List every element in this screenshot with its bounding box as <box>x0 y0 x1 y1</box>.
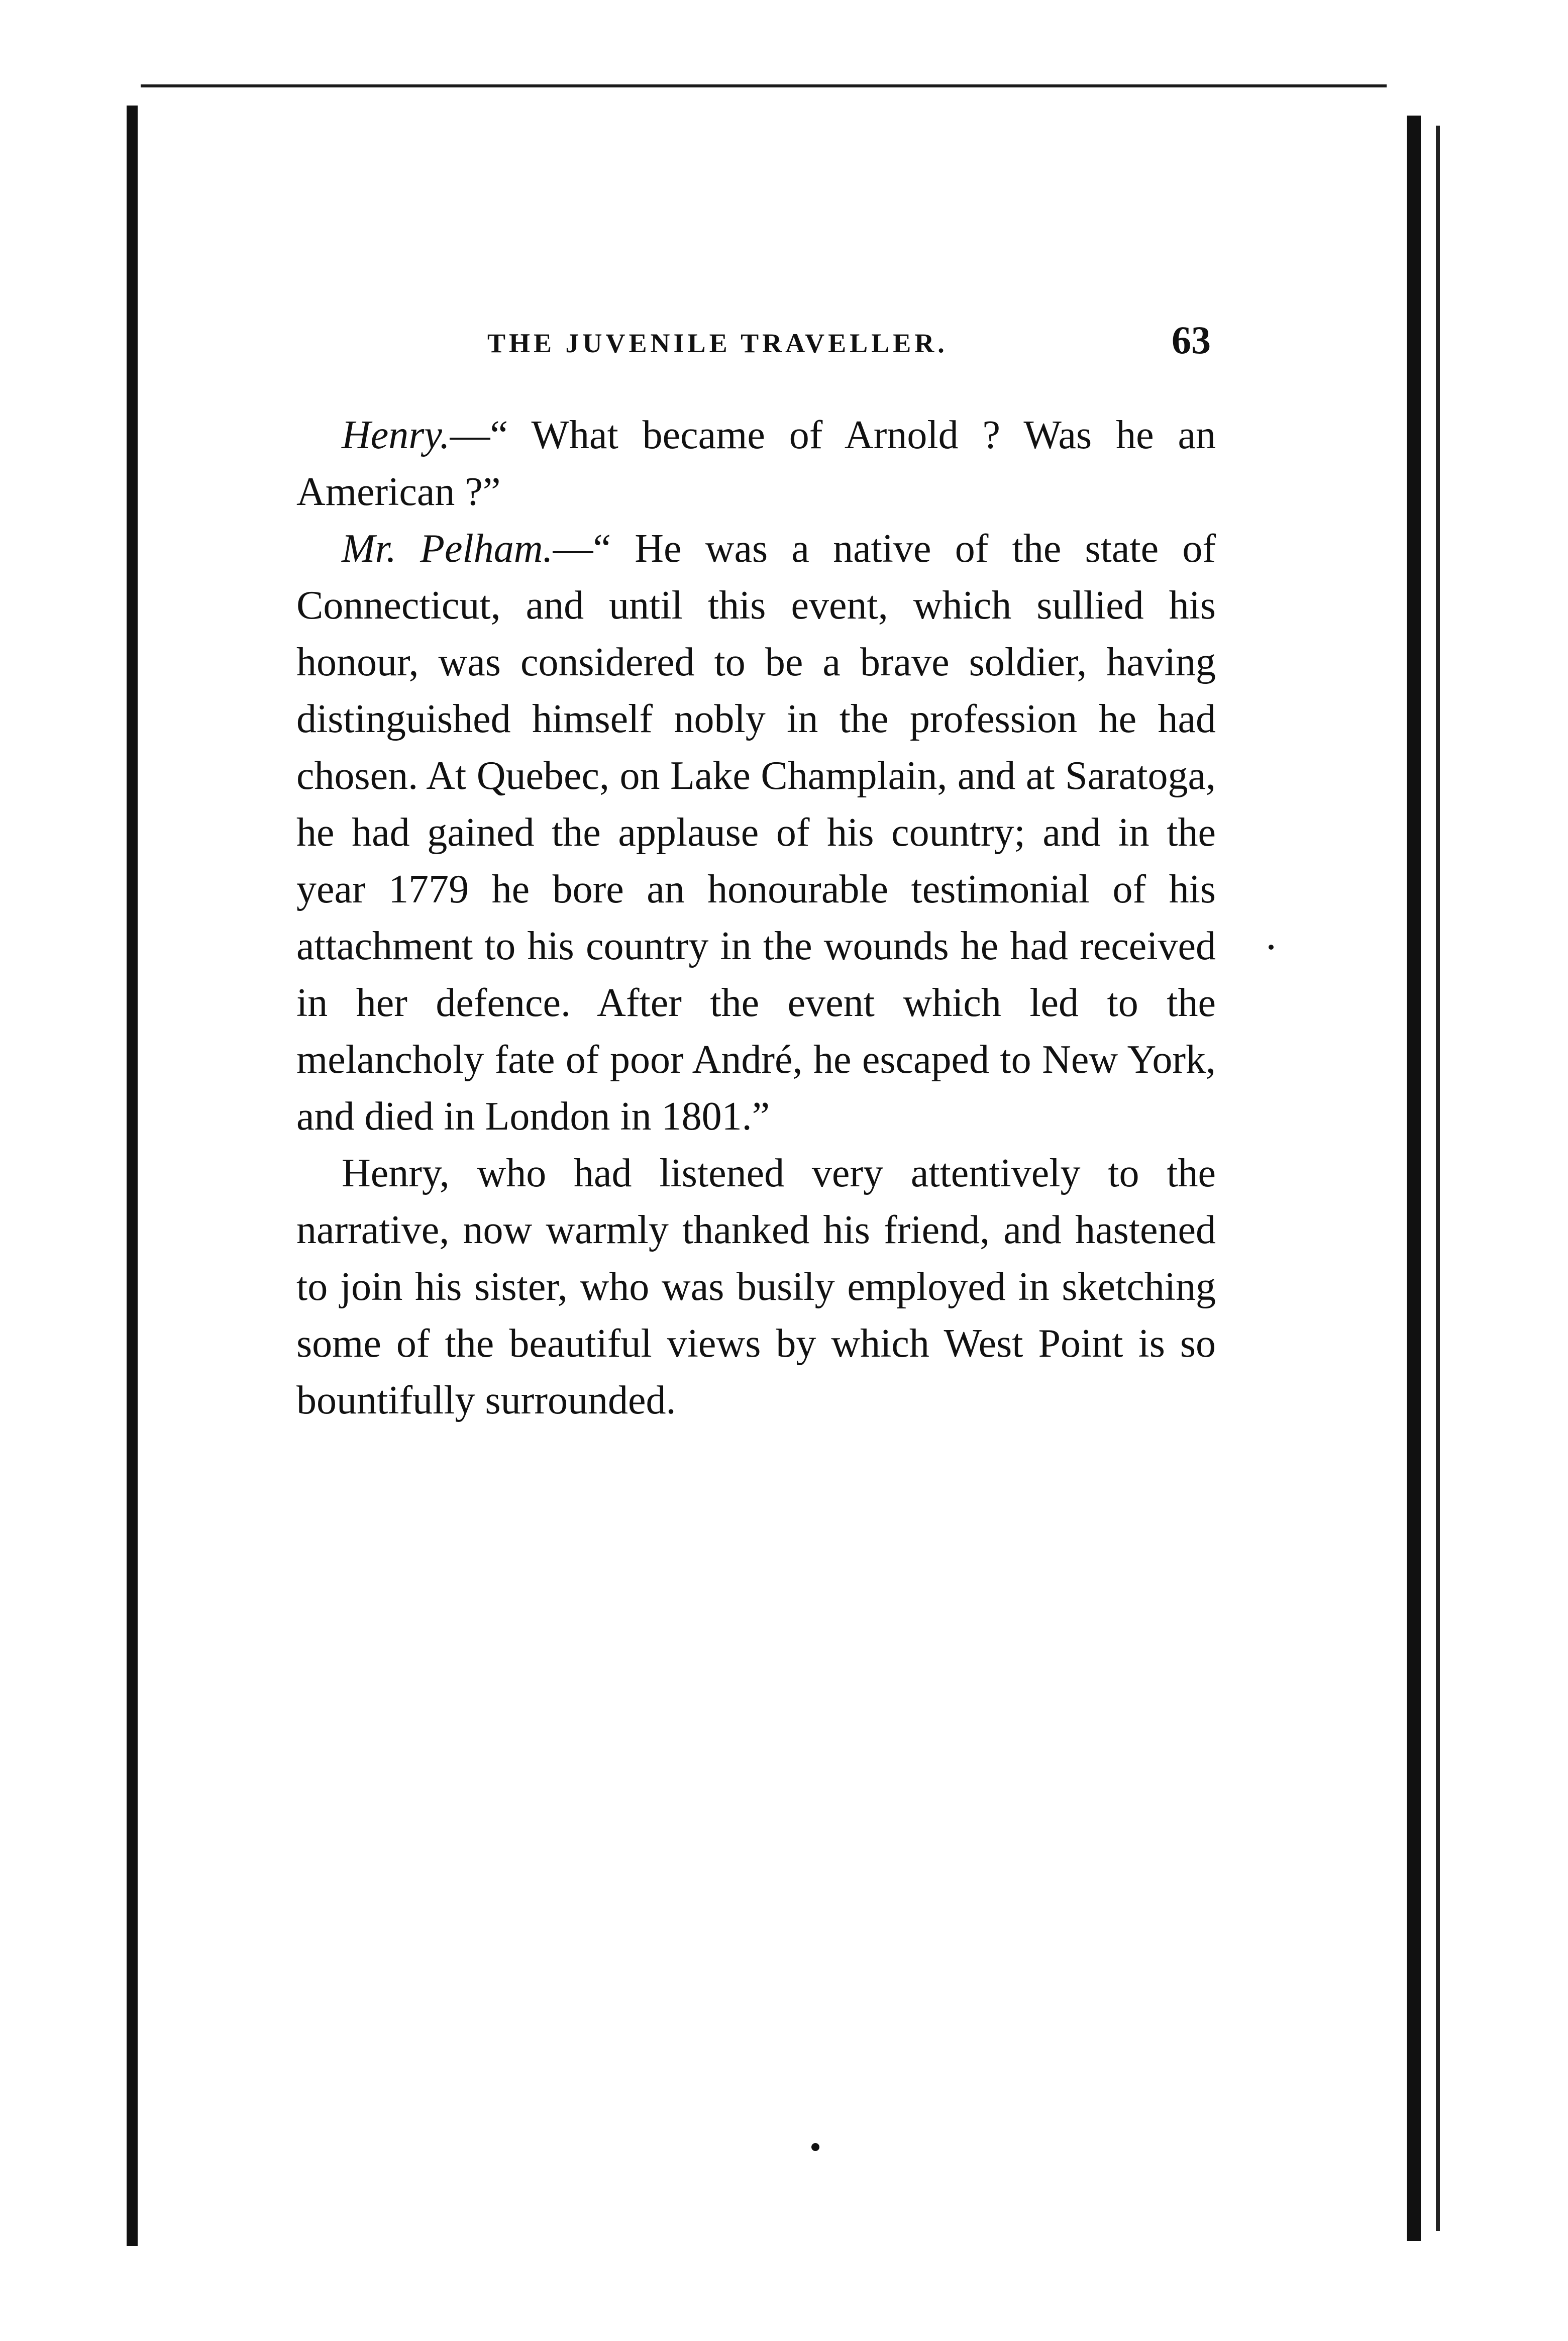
body-text <box>296 407 1216 1429</box>
top-border-rule <box>141 84 1387 87</box>
right-page-edge <box>1407 116 1421 2241</box>
paragraph-henry-question <box>296 407 1216 521</box>
page-number: 63 <box>1172 318 1211 362</box>
page-header <box>296 318 1231 373</box>
paragraph-narrative <box>296 1145 1216 1429</box>
speaker-label: Henry. <box>342 413 450 457</box>
speaker-label: Mr. Pelham. <box>342 527 553 571</box>
paragraph-text: —“ He was a native of the state of Connecticut, and until this event, which sullied his honour, was considered to be a brave soldier, having distinguished himself nobly in the profession he had chosen. At Quebec, on Lake Champlain, and at Saratoga, he had gained the applause of his country; and in the year 1779 he bore an honourable testimonial of his attachment to his country in the wounds he had received in her defence. After the event which led to the melancholy fate of poor André, he escaped to New York, and died in London in 1801.” <box>296 527 1216 1139</box>
ink-speck <box>811 2143 819 2151</box>
right-page-edge-thin <box>1436 126 1440 2231</box>
running-head: THE JUVENILE TRAVELLER. <box>487 328 948 358</box>
paragraph-text: —“ What became of Arnold ? Was he an American ?” <box>296 413 1216 514</box>
paragraph-pelham-answer <box>296 521 1216 1145</box>
left-page-edge <box>127 106 138 2246</box>
ink-speck <box>1269 945 1274 950</box>
paragraph-text: Henry, who had listened very attentively to the narrative, now warmly thanked his friend, and hastened to join his sister, who was busily employed in sketching some of the beautiful views by which West Point is so bountifully surrounded. <box>296 1151 1216 1422</box>
